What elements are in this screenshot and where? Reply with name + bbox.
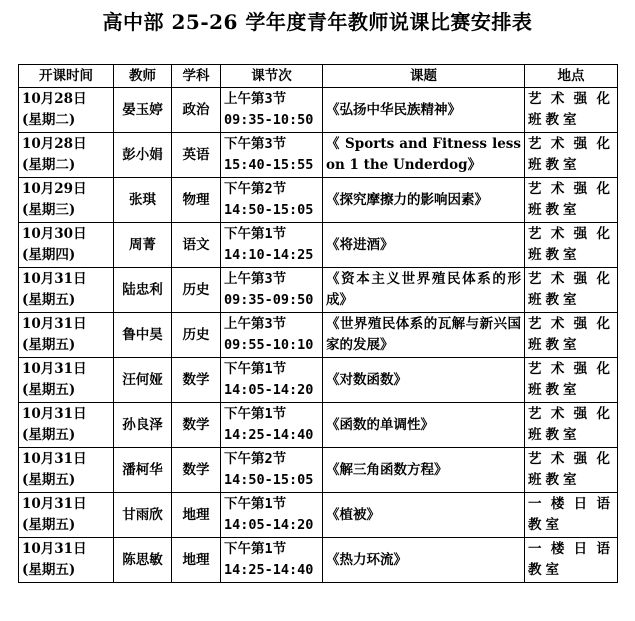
date-cell: [19, 178, 114, 223]
table-header-row: [19, 65, 618, 88]
schedule-table: [18, 64, 618, 583]
period: 下午第1节: [224, 541, 287, 557]
table-row: [19, 403, 618, 448]
date-cell: [19, 313, 114, 358]
weekday: (星期五): [22, 382, 76, 398]
date-cell: [19, 358, 114, 403]
teacher-cell: 潘柯华: [114, 448, 172, 493]
weekday: (星期五): [22, 427, 76, 443]
location-cell: 艺术强化班教室: [525, 133, 618, 178]
table-row: [19, 223, 618, 268]
period-cell: [221, 268, 323, 313]
subject-cell: 历史: [172, 268, 221, 313]
weekday: (星期五): [22, 517, 76, 533]
subject-cell: 英语: [172, 133, 221, 178]
teacher-cell: 孙良泽: [114, 403, 172, 448]
subject-cell: 数学: [172, 358, 221, 403]
date: 10月31日: [22, 316, 87, 332]
teacher-cell: 汪何娅: [114, 358, 172, 403]
subject-cell: 地理: [172, 538, 221, 583]
table-row: [19, 448, 618, 493]
date-cell: [19, 88, 114, 133]
time-range: 09:35-10:50: [224, 112, 314, 128]
period-cell: [221, 493, 323, 538]
period: 上午第3节: [224, 91, 287, 107]
period-cell: [221, 358, 323, 403]
location-cell: 艺术强化班教室: [525, 448, 618, 493]
location-cell: 一楼日语教室: [525, 538, 618, 583]
table-row: [19, 88, 618, 133]
subject-cell: 数学: [172, 448, 221, 493]
table-row: [19, 178, 618, 223]
teacher-cell: 晏玉婷: [114, 88, 172, 133]
period-cell: [221, 538, 323, 583]
table-row: [19, 313, 618, 358]
date-cell: [19, 133, 114, 178]
weekday: (星期二): [22, 112, 76, 128]
date-cell: [19, 493, 114, 538]
date: 10月31日: [22, 271, 87, 287]
topic-cell: 《探究摩擦力的影响因素》: [323, 178, 525, 223]
location-cell: 一楼日语教室: [525, 493, 618, 538]
header-topic: 课题: [323, 65, 525, 88]
period: 下午第1节: [224, 496, 287, 512]
period-cell: [221, 223, 323, 268]
date: 10月31日: [22, 496, 87, 512]
date: 10月30日: [22, 226, 87, 242]
header-subject: 学科: [172, 65, 221, 88]
time-range: 15:40-15:55: [224, 157, 314, 173]
header-teacher: 教师: [114, 65, 172, 88]
subject-cell: 历史: [172, 313, 221, 358]
topic-cell: 《热力环流》: [323, 538, 525, 583]
period: 上午第3节: [224, 316, 287, 332]
teacher-cell: 周菁: [114, 223, 172, 268]
date: 10月31日: [22, 406, 87, 422]
period-cell: [221, 88, 323, 133]
teacher-cell: 张琪: [114, 178, 172, 223]
period-cell: [221, 313, 323, 358]
table-row: [19, 493, 618, 538]
location-cell: 艺术强化班教室: [525, 268, 618, 313]
teacher-cell: 陆忠利: [114, 268, 172, 313]
date: 10月31日: [22, 361, 87, 377]
weekday: (星期五): [22, 292, 76, 308]
subject-cell: 语文: [172, 223, 221, 268]
table-row: [19, 538, 618, 583]
period-cell: [221, 448, 323, 493]
topic-cell: 《 Sports and Fitness lesson 1 the Underdog》: [323, 133, 525, 178]
subject-cell: 政治: [172, 88, 221, 133]
date: 10月31日: [22, 541, 87, 557]
period-cell: [221, 133, 323, 178]
period: 下午第2节: [224, 181, 287, 197]
teacher-cell: 陈思敏: [114, 538, 172, 583]
teacher-cell: 彭小娟: [114, 133, 172, 178]
table-row: [19, 358, 618, 403]
topic-cell: 《解三角函数方程》: [323, 448, 525, 493]
date-cell: [19, 448, 114, 493]
teacher-cell: 甘雨欣: [114, 493, 172, 538]
weekday: (星期二): [22, 157, 76, 173]
date-cell: [19, 403, 114, 448]
teacher-cell: 鲁中昊: [114, 313, 172, 358]
weekday: (星期三): [22, 202, 76, 218]
weekday: (星期四): [22, 247, 76, 263]
location-cell: 艺术强化班教室: [525, 358, 618, 403]
topic-cell: 《对数函数》: [323, 358, 525, 403]
location-cell: 艺术强化班教室: [525, 223, 618, 268]
table-row: [19, 133, 618, 178]
period: 上午第3节: [224, 271, 287, 287]
weekday: (星期五): [22, 562, 76, 578]
time-range: 14:50-15:05: [224, 202, 314, 218]
header-time: 开课时间: [19, 65, 114, 88]
time-range: 14:10-14:25: [224, 247, 314, 263]
period: 下午第2节: [224, 451, 287, 467]
date: 10月29日: [22, 181, 87, 197]
period: 下午第1节: [224, 226, 287, 242]
period-cell: [221, 178, 323, 223]
topic-cell: 《世界殖民体系的瓦解与新兴国家的发展》: [323, 313, 525, 358]
period: 下午第1节: [224, 361, 287, 377]
time-range: 14:05-14:20: [224, 517, 314, 533]
time-range: 14:05-14:20: [224, 382, 314, 398]
location-cell: 艺术强化班教室: [525, 313, 618, 358]
location-cell: 艺术强化班教室: [525, 88, 618, 133]
date-cell: [19, 268, 114, 313]
date-cell: [19, 538, 114, 583]
time-range: 09:55-10:10: [224, 337, 314, 353]
topic-cell: 《函数的单调性》: [323, 403, 525, 448]
subject-cell: 物理: [172, 178, 221, 223]
time-range: 14:25-14:40: [224, 562, 314, 578]
time-range: 14:50-15:05: [224, 472, 314, 488]
time-range: 14:25-14:40: [224, 427, 314, 443]
topic-cell: 《资本主义世界殖民体系的形成》: [323, 268, 525, 313]
time-range: 09:35-09:50: [224, 292, 314, 308]
page-title: 高中部 25-26 学年度青年教师说课比赛安排表: [102, 10, 533, 34]
weekday: (星期五): [22, 472, 76, 488]
period-cell: [221, 403, 323, 448]
weekday: (星期五): [22, 337, 76, 353]
date-cell: [19, 223, 114, 268]
topic-cell: 《将进酒》: [323, 223, 525, 268]
date: 10月31日: [22, 451, 87, 467]
header-location: 地点: [525, 65, 618, 88]
period: 下午第3节: [224, 136, 287, 152]
topic-cell: 《弘扬中华民族精神》: [323, 88, 525, 133]
subject-cell: 数学: [172, 403, 221, 448]
header-period: 课节次: [221, 65, 323, 88]
location-cell: 艺术强化班教室: [525, 178, 618, 223]
topic-cell: 《植被》: [323, 493, 525, 538]
table-row: [19, 268, 618, 313]
period: 下午第1节: [224, 406, 287, 422]
location-cell: 艺术强化班教室: [525, 403, 618, 448]
date: 10月28日: [22, 136, 87, 152]
subject-cell: 地理: [172, 493, 221, 538]
date: 10月28日: [22, 91, 87, 107]
